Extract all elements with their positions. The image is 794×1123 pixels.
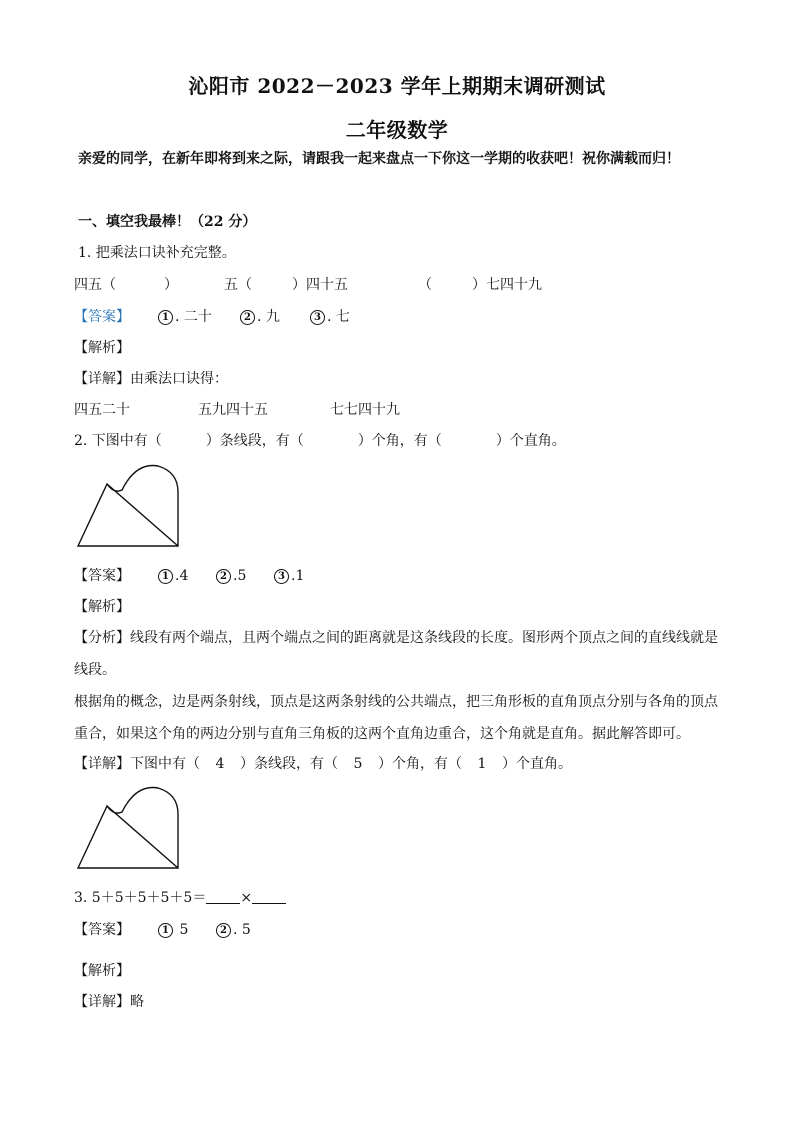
q3-analysis-tag: 【解析】 bbox=[74, 963, 130, 979]
q2-answer-3: 3 .1 bbox=[274, 566, 304, 586]
q2-figure-repeat bbox=[74, 784, 184, 874]
q2-figure bbox=[74, 462, 184, 552]
answer-tag: 【答案】 bbox=[74, 309, 130, 325]
circled-number: 2 bbox=[216, 923, 231, 938]
q1-answer-3: 3 . 七 bbox=[310, 307, 350, 327]
q1-result-3: 七七四十九 bbox=[330, 402, 400, 418]
q2-concept: 根据角的概念，边是两条射线，顶点是这两条射线的公共端点，把三角形板的直角顶点分别与各角的顶点重合，如果这个角的两边分别与直角三角板的这两个直角边重合，这个角就是直角。据此解答即可。 bbox=[74, 694, 718, 742]
intro-text: 亲爱的同学，在新年即将到来之际，请跟我一起来盘点一下你这一学期的收获吧！祝你满载而归！ bbox=[78, 151, 680, 167]
circled-number: 2 bbox=[216, 569, 231, 584]
q2-detail: 【详解】下图中有（ 4 ）条线段，有（ 5 ）个角，有（ 1 ）个直角。 bbox=[74, 756, 572, 772]
q1-result-2: 五九四十五 bbox=[198, 402, 268, 418]
q3-detail: 【详解】略 bbox=[74, 994, 144, 1010]
answer-blank[interactable] bbox=[206, 889, 240, 904]
q3-stem: 3. 5＋5＋5＋5＋5＝ × bbox=[74, 888, 286, 908]
q1-stem: 1. 把乘法口诀补充完整。 bbox=[78, 245, 236, 261]
q1-answer-row bbox=[74, 307, 130, 327]
page-title: 沁阳市 2022－2023 学年上期期末调研测试 bbox=[188, 74, 606, 98]
page-subtitle: 二年级数学 bbox=[345, 118, 449, 142]
circled-number: 1 bbox=[158, 569, 173, 584]
q2-analysis-tag: 【解析】 bbox=[74, 599, 130, 615]
q1-prompt-3: （ ）七四十九 bbox=[418, 277, 542, 293]
circled-number: 2 bbox=[240, 310, 255, 325]
circled-number: 3 bbox=[310, 310, 325, 325]
circled-number: 1 bbox=[158, 310, 173, 325]
q3-answer-2: 2 . 5 bbox=[216, 920, 251, 940]
q1-answer-2: 2 . 九 bbox=[240, 307, 280, 327]
q1-result-1: 四五二十 bbox=[74, 402, 130, 418]
q3-answer-1: 1 5 bbox=[158, 920, 188, 940]
q2-stem: 2. 下图中有（ ）条线段，有（ ）个角，有（ ）个直角。 bbox=[74, 433, 566, 449]
q2-fenxi: 【分析】线段有两个端点，且两个端点之间的距离就是这条线段的长度。图形两个顶点之间的直线线就是线段。 bbox=[74, 630, 718, 678]
circled-number: 3 bbox=[274, 569, 289, 584]
q1-detail: 【详解】由乘法口诀得： bbox=[74, 371, 228, 387]
q1-prompt-1: 四五（ ） bbox=[74, 277, 178, 293]
q1-answer-1: 1 . 二十 bbox=[158, 307, 212, 327]
q1-analysis-tag: 【解析】 bbox=[74, 340, 130, 356]
q3-answer-tag: 【答案】 bbox=[74, 922, 130, 938]
circled-number: 1 bbox=[158, 923, 173, 938]
answer-blank[interactable] bbox=[252, 889, 286, 904]
q1-prompt-2: 五（ ）四十五 bbox=[224, 277, 348, 293]
q2-answer-tag: 【答案】 bbox=[74, 568, 130, 584]
section-heading: 一、填空我最棒！（22 分） bbox=[78, 214, 257, 230]
q2-answer-2: 2 .5 bbox=[216, 566, 246, 586]
q2-answer-1: 1 .4 bbox=[158, 566, 188, 586]
